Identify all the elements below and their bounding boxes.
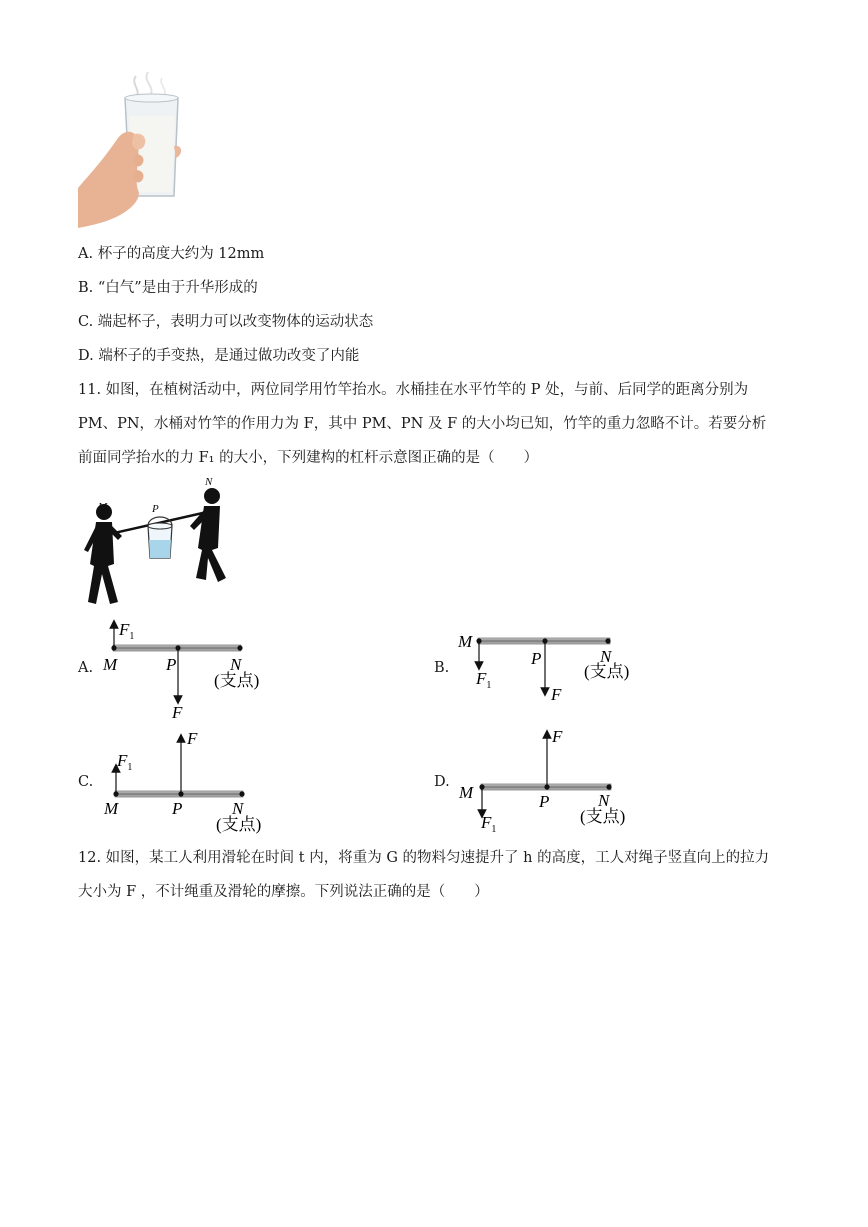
q10-option-b: B. “白气”是由于升华形成的 (78, 280, 258, 296)
lever-diagram-d (458, 727, 625, 835)
q11-stem-line-3: 前面同学抬水的力 F₁ 的大小，下列建构的杠杆示意图正确的是（ ） (78, 450, 539, 466)
diag-d-p: P (539, 792, 550, 811)
q11-option-c-letter: C. (78, 774, 94, 790)
diag-d-fulcrum: (支点) (580, 807, 626, 826)
q11-stem-line-1: 11. 如图，在植树活动中，两位同学用竹竿抬水。水桶挂在水平竹竿的 P 处，与前、后同学的距离分别为 (78, 382, 749, 398)
diag-a-fulcrum: (支点) (214, 671, 260, 690)
q10-option-c: C. 端起杯子，表明力可以改变物体的运动状态 (78, 314, 374, 330)
diag-a-f: F (172, 703, 183, 722)
diag-c-p: P (172, 799, 183, 818)
diag-b-p: P (531, 649, 542, 668)
diag-c-fulcrum: (支点) (216, 815, 262, 834)
lever-diagram-c (103, 729, 261, 834)
q11-option-a-letter: A. (78, 660, 94, 676)
diag-a-m: M (103, 655, 118, 674)
diag-a-p: P (166, 655, 177, 674)
diag-b-fulcrum: (支点) (584, 662, 630, 681)
scene-label-p: P (152, 503, 159, 515)
diag-a-f1: $F_1$ (119, 620, 135, 642)
q11-option-d-letter: D. (434, 774, 450, 790)
q11-option-b-letter: B. (434, 660, 450, 676)
lever-diagram-a (102, 620, 259, 722)
diag-d-f1: $F_1$ (481, 813, 497, 835)
lever-diagram-b (457, 632, 629, 704)
q10-option-d: D. 端杯子的手变热，是通过做功改变了内能 (78, 348, 360, 364)
diag-d-m: M (459, 783, 474, 802)
diag-d-n: N (598, 791, 610, 810)
diag-d-f: F (552, 727, 563, 746)
diag-c-m: M (104, 799, 119, 818)
diag-c-f: F (187, 729, 198, 748)
diag-c-f1: $F_1$ (117, 751, 133, 773)
q11-stem-line-2: PM、PN，水桶对竹竿的作用力为 F，其中 PM、PN 及 F 的大小均已知，竹竿的重力忽略不计。若要分析 (78, 416, 767, 432)
scene-label-m: M (98, 501, 108, 513)
scene-label-n: N (205, 476, 213, 488)
diag-b-f1: $F_1$ (476, 669, 492, 691)
q10-option-a: A. 杯子的高度大约为 12mm (78, 246, 265, 262)
q12-stem-line-2: 大小为 F ，不计绳重及滑轮的摩擦。下列说法正确的是（ ） (78, 884, 489, 900)
diag-b-m: M (458, 632, 473, 651)
diag-a-n: N (230, 655, 242, 674)
diag-b-n: N (600, 647, 612, 666)
diag-c-n: N (232, 799, 244, 818)
q12-stem-line-1: 12. 如图，某工人利用滑轮在时间 t 内，将重为 G 的物料匀速提升了 h 的高度，工人对绳子竖直向上的拉力 (78, 850, 770, 866)
diag-b-f: F (551, 685, 562, 704)
